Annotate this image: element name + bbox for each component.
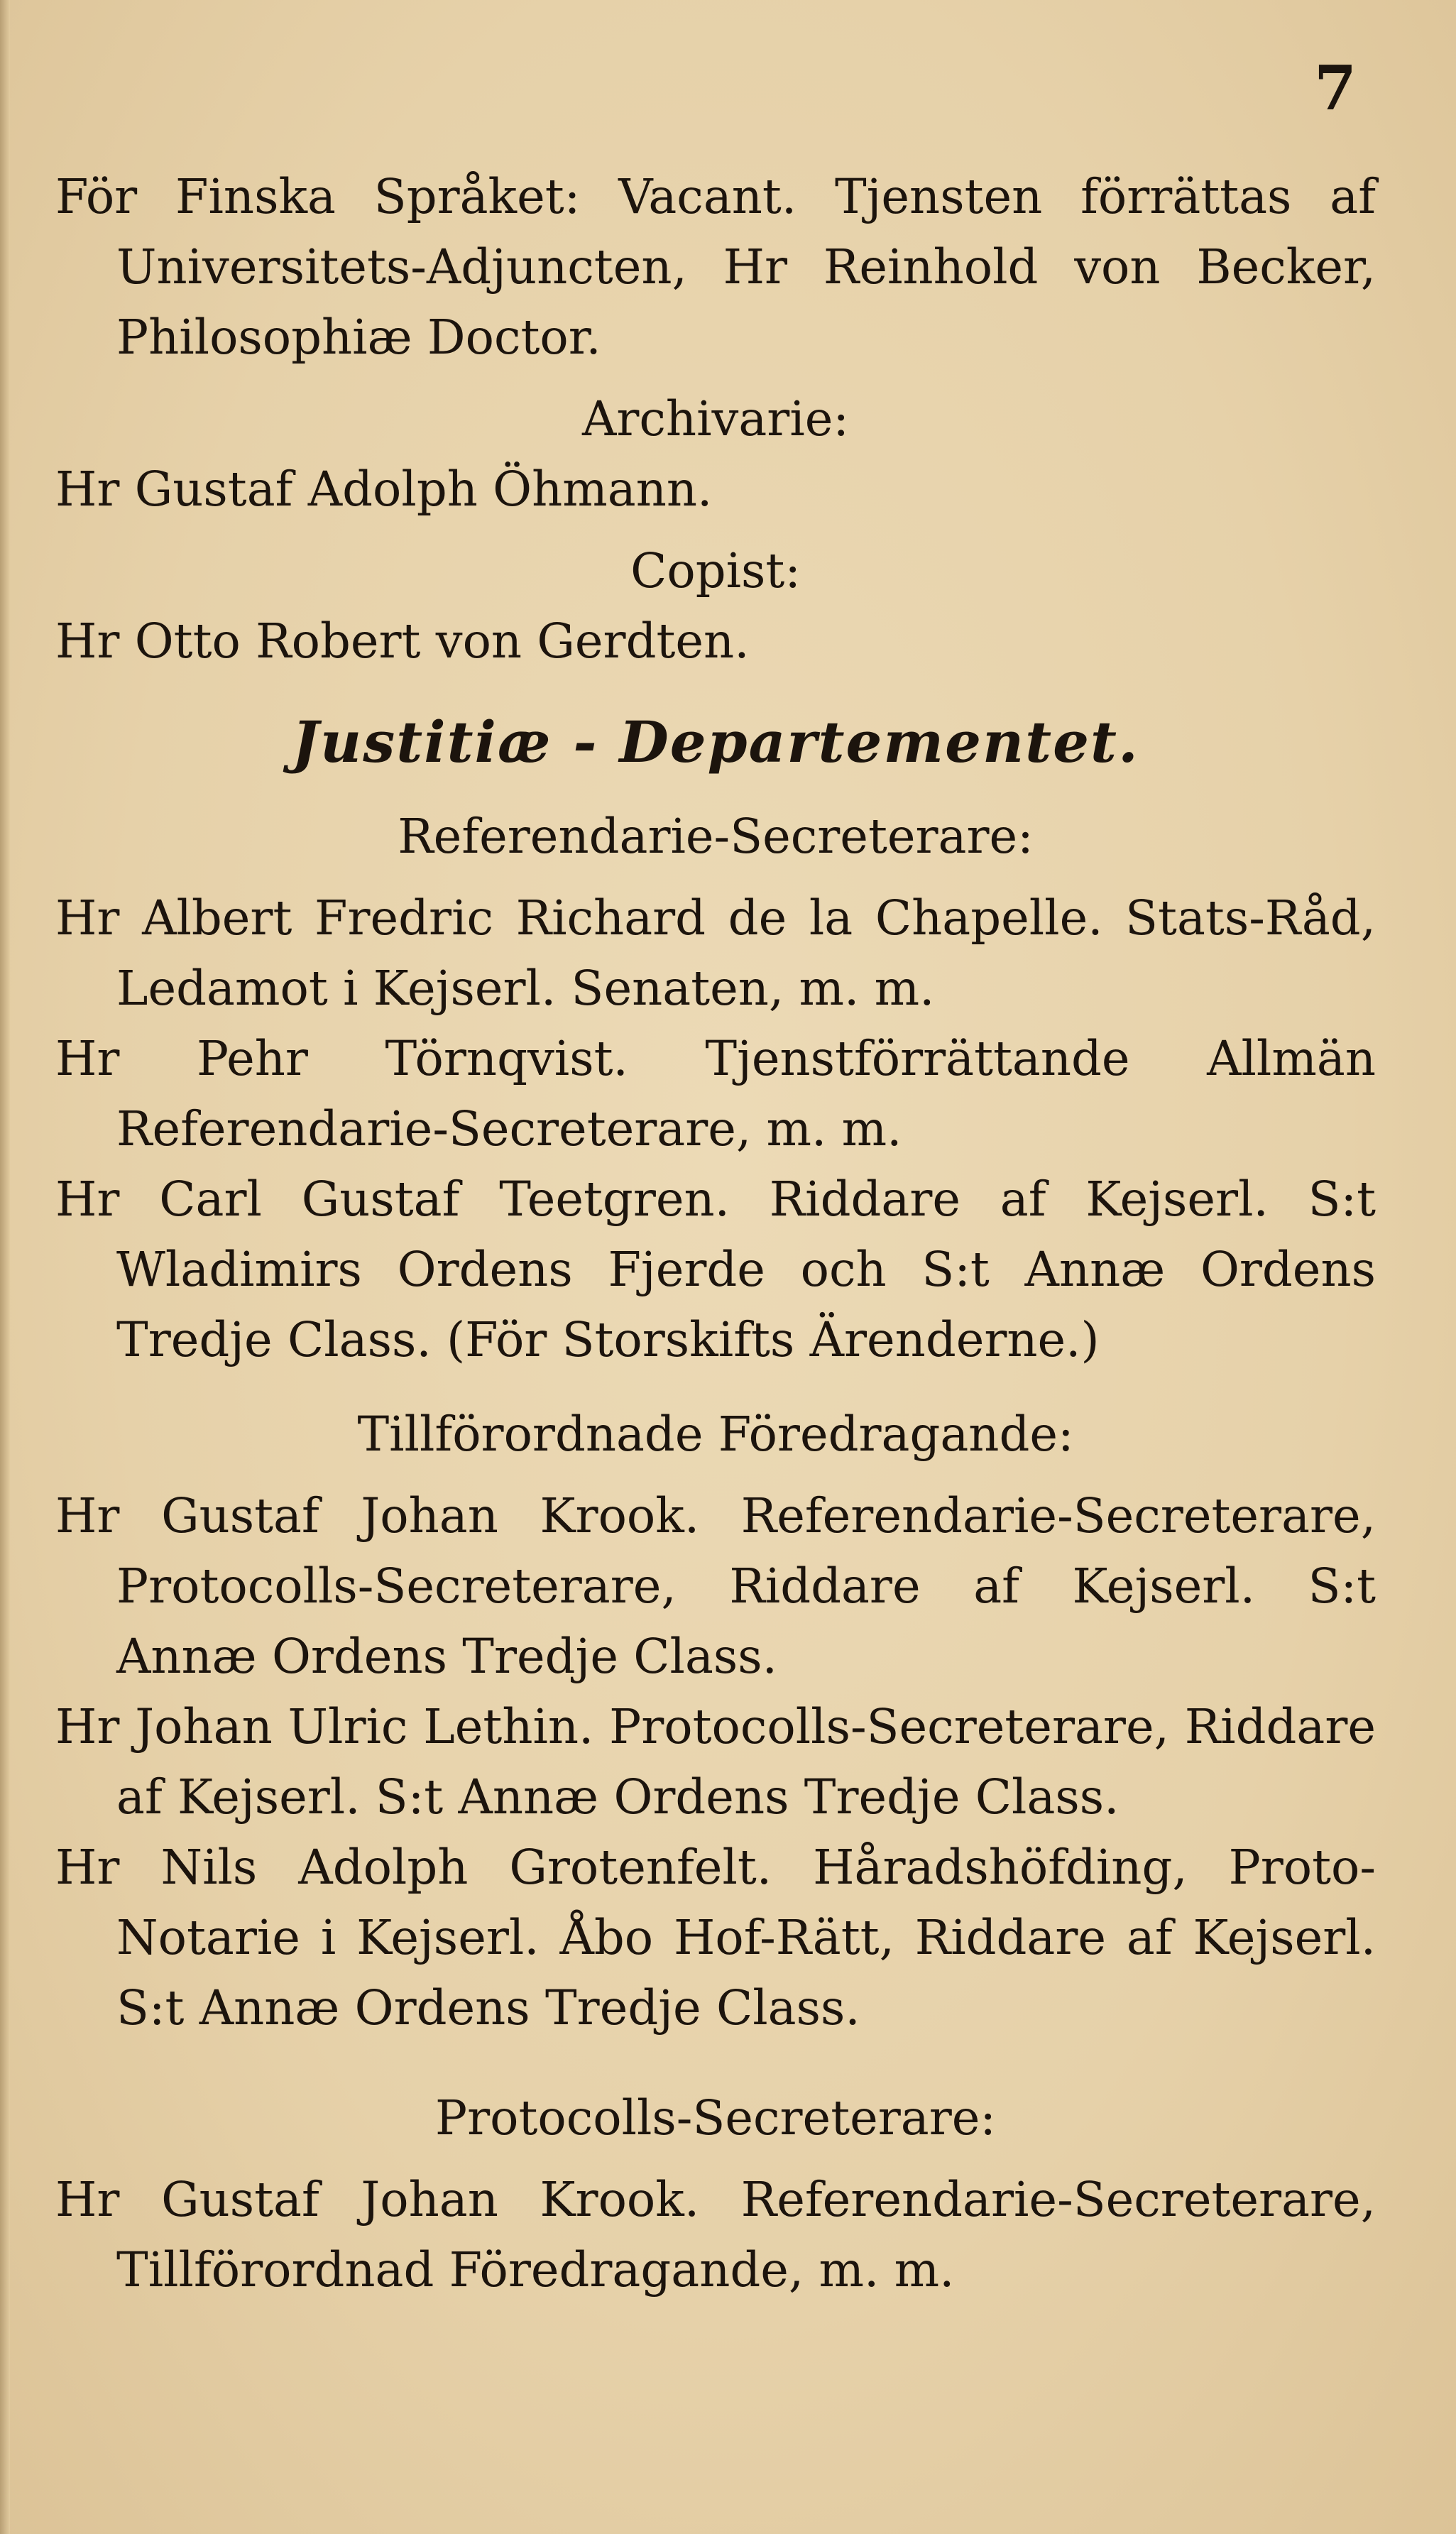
finska-paragraph: För Finska Språket: Vacant. Tjensten förrättas af Universitets-Adjuncten, Hr Reinhold von Becker, Philosophiæ Doctor.	[55, 169, 1376, 365]
page-binding-edge	[0, 0, 10, 2534]
tillfor-entry-1: Hr Gustaf Johan Krook. Referendarie-Secreterare, Protocolls-Secreterare, Riddare af Kejserl. S:t Annæ Ordens Tredje Class.	[55, 1488, 1376, 1684]
department-title: Justitiæ - Departementet.	[292, 709, 1139, 775]
page-content	[55, 162, 1376, 2305]
copist-entry: Hr Otto Robert von Gerdten.	[55, 613, 750, 669]
tillfor-entry-3: Hr Nils Adolph Grotenfelt. Håradshöfding, Proto-Notarie i Kejserl. Åbo Hof-Rätt, Riddare af Kejserl. S:t Annæ Ordens Tredje Class.	[55, 1840, 1376, 2036]
tillfor-entry-2: Hr Johan Ulric Lethin. Protocolls-Secreterare, Riddare af Kejserl. S:t Annæ Ordens Tredje Class.	[55, 1699, 1376, 1825]
ref-sec-entry-3: Hr Carl Gustaf Teetgren. Riddare af Kejserl. S:t Wladimirs Ordens Fjerde och S:t Annæ Ordens Tredje Class. (För Storskifts Ärenderne.)	[55, 1172, 1376, 1367]
copist-heading: Copist:	[630, 543, 801, 599]
ref-sec-entry-1: Hr Albert Fredric Richard de la Chapelle. Stats-Råd, Ledamot i Kejserl. Senaten, m. m.	[55, 890, 1376, 1016]
archivarie-entry: Hr Gustaf Adolph Öhmann.	[55, 462, 713, 517]
archivarie-heading: Archivarie:	[582, 391, 849, 447]
protocolls-heading: Protocolls-Secreterare:	[435, 2090, 996, 2146]
tillfor-heading: Tillförordnade Föredragande:	[357, 1407, 1074, 1462]
page-number: 7	[1314, 53, 1357, 124]
protocolls-entry: Hr Gustaf Johan Krook. Referendarie-Secreterare, Tillförordnad Föredragande, m. m.	[55, 2172, 1376, 2298]
ref-sec-heading: Referendarie-Secreterare:	[398, 809, 1034, 864]
ref-sec-entry-2: Hr Pehr Törnqvist. Tjenstförrättande Allmän Referendarie-Secreterare, m. m.	[55, 1031, 1376, 1157]
